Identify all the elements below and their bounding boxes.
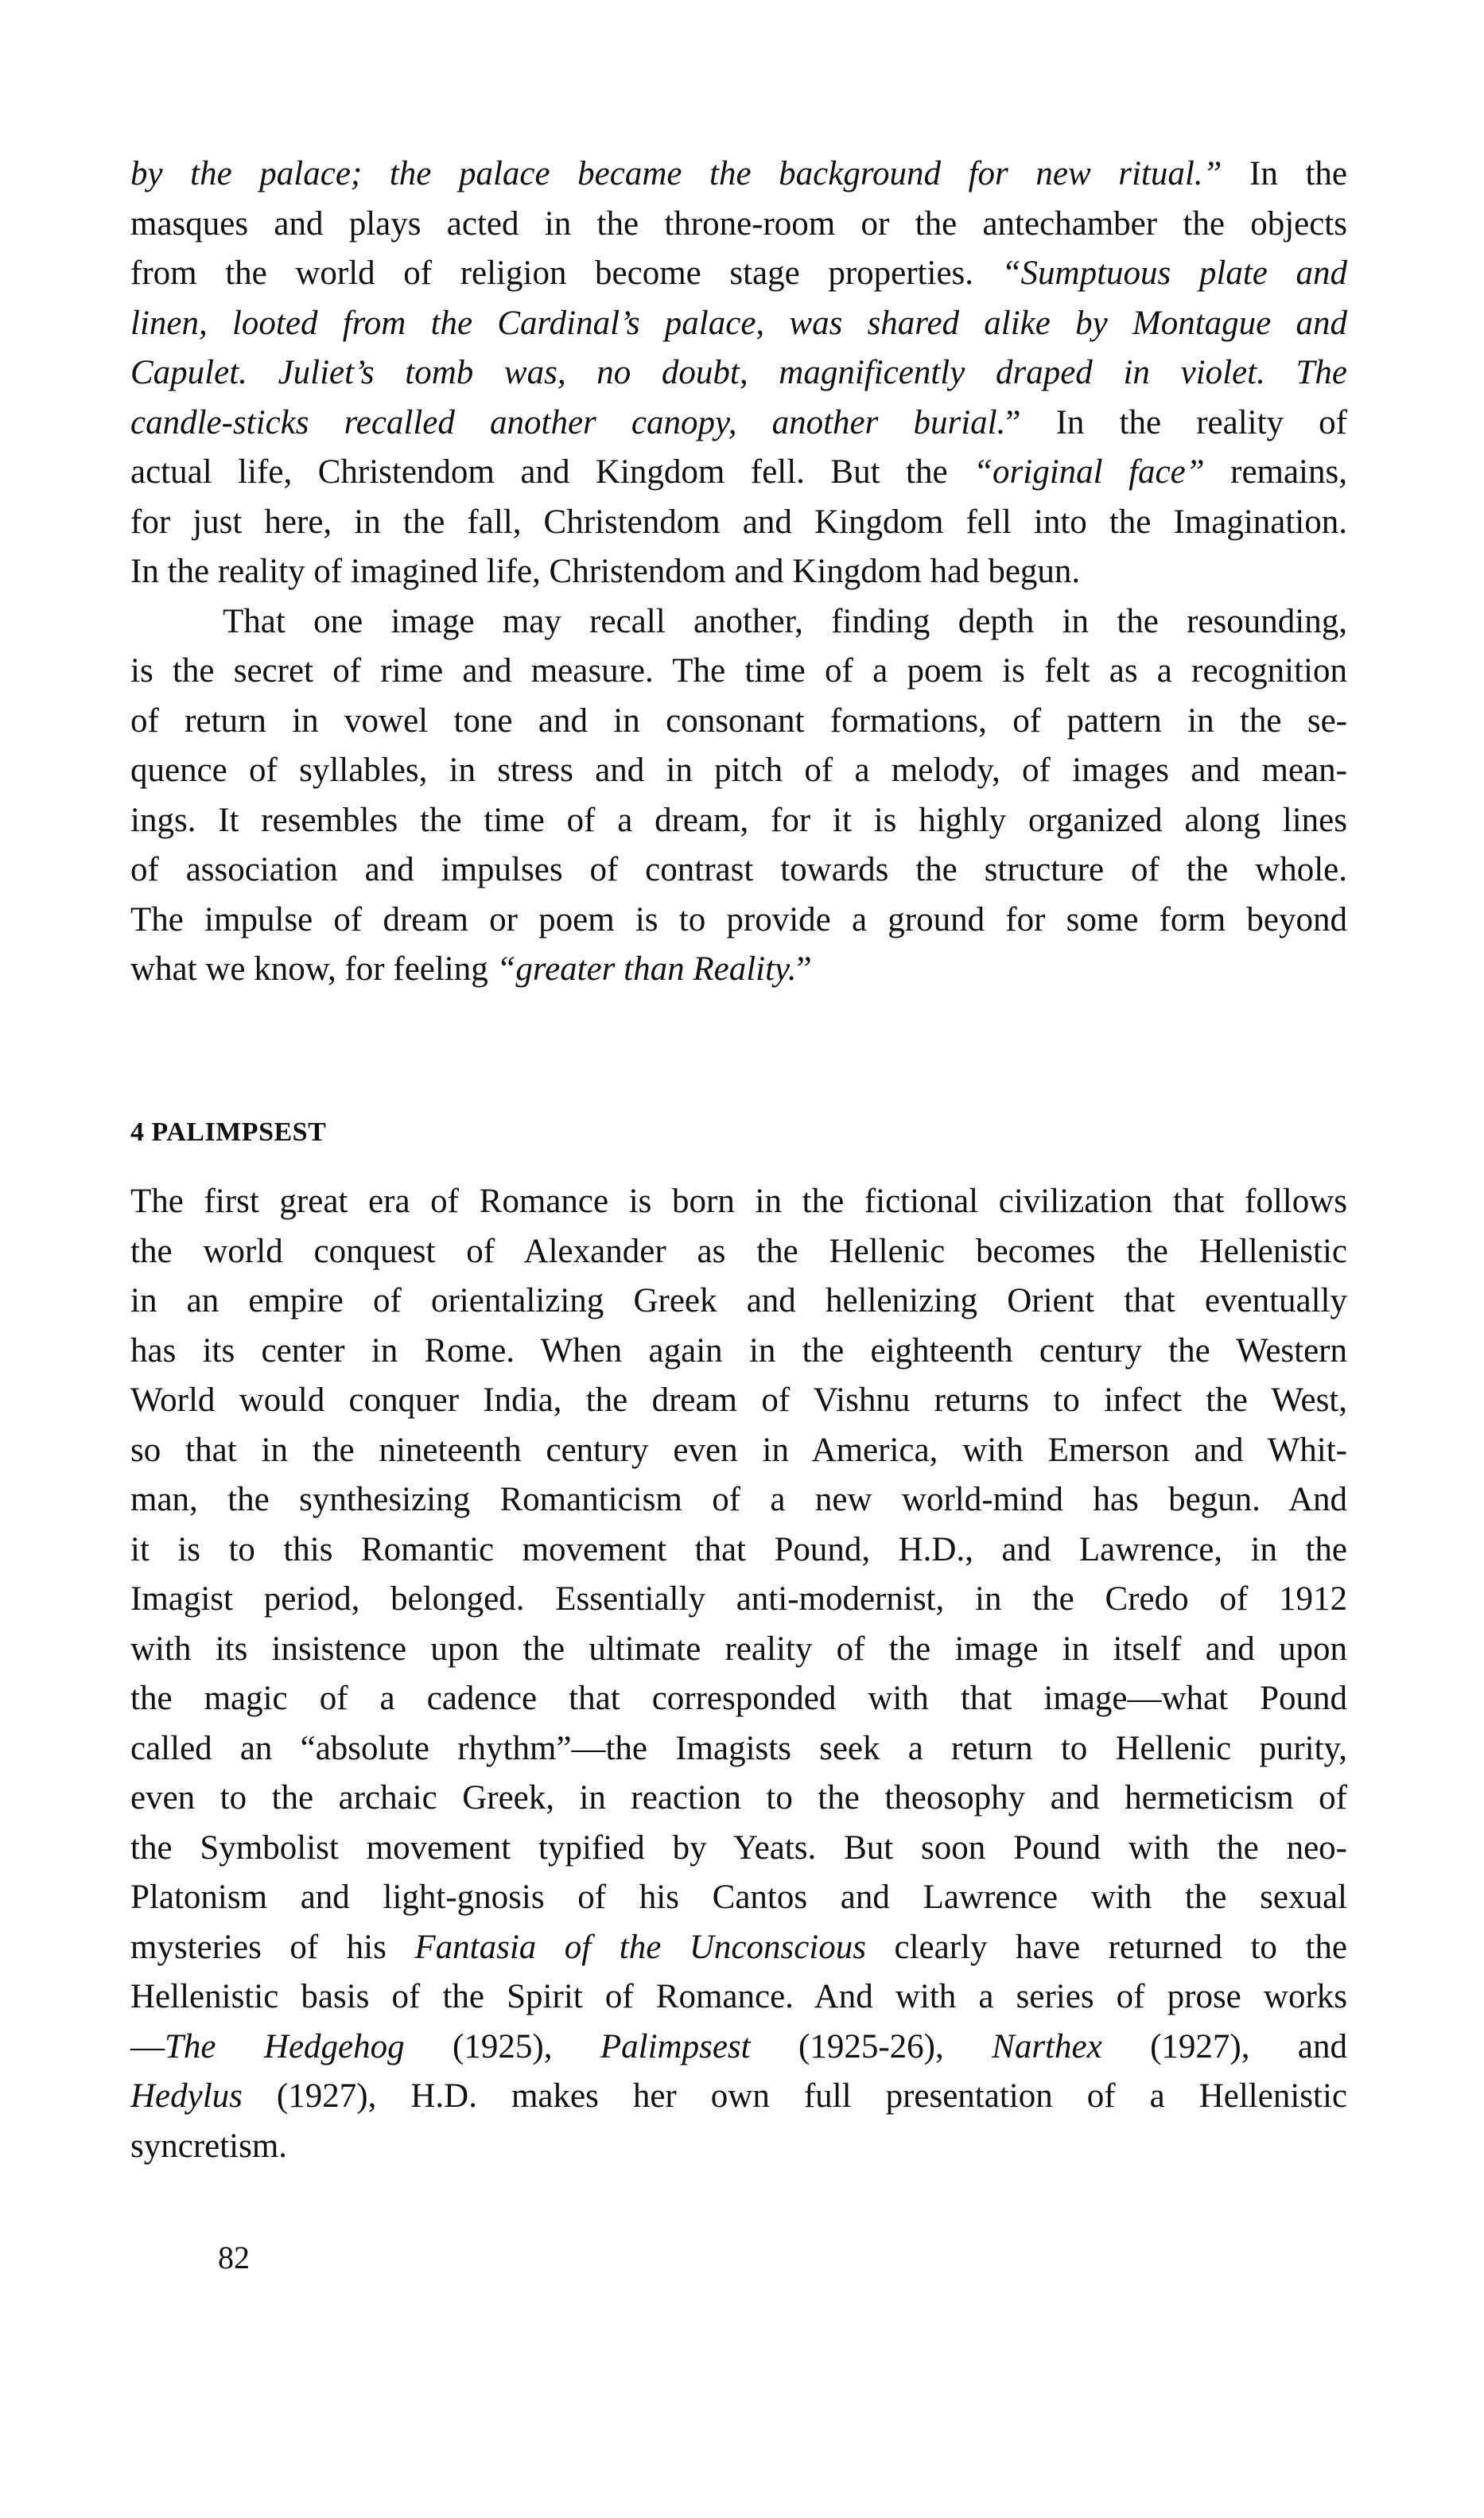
- text-span: has its center in Rome. When again in the eighteenth century the Western: [130, 1331, 1347, 1370]
- text-span: so that in the nineteenth century even in America, with Emerson and Whit-: [130, 1431, 1347, 1469]
- text-line: [130, 1575, 1347, 1625]
- text-line: [130, 200, 1347, 250]
- text-span: for just here, in the fall, Christendom and Kingdom fell into the Imagination.: [130, 503, 1347, 541]
- text-span: In the: [1222, 155, 1347, 192]
- text-span: from the world of religion become stage properties.: [130, 255, 1002, 292]
- text-span: is the secret of rime and measure. The time of a poem is felt as a recognition: [130, 652, 1347, 690]
- italic-text: Narthex: [992, 2027, 1102, 2065]
- italic-text: Hedylus: [130, 2077, 243, 2115]
- text-line: [130, 1774, 1347, 1824]
- text-line: [130, 1923, 1347, 1973]
- page-number: 82: [218, 2240, 250, 2275]
- text-line: [130, 2072, 1347, 2122]
- text-span: what we know, for feeling: [130, 950, 497, 988]
- section-heading: 4 PALIMPSEST: [130, 1117, 327, 1147]
- text-line: [130, 498, 1347, 548]
- section-palimpsest: [130, 1177, 1347, 2171]
- text-line: [130, 547, 1347, 597]
- paragraph-rime-and-measure: [130, 597, 1347, 995]
- italic-text: by the palace; the palace became the background for new ritual.”: [130, 155, 1222, 192]
- text-span: Hellenistic basis of the Spirit of Romance. And with a series of prose works: [130, 1978, 1347, 2015]
- italic-text: Fantasia of the Unconscious: [414, 1928, 866, 1966]
- text-span: the Symbolist movement typified by Yeats. But soon Pound with the neo-: [130, 1828, 1347, 1867]
- paragraph-romance: [130, 1177, 1347, 2171]
- text-line: [130, 1873, 1347, 1923]
- text-line: [130, 249, 1347, 299]
- text-span: The impulse of dream or poem is to provide a ground for some form beyond: [130, 900, 1347, 938]
- text-span: (1927), H.D. makes her own full presentation of a Hellenistic: [242, 2077, 1347, 2115]
- italic-text: Palimpsest: [600, 2027, 751, 2065]
- text-span: it is to this Romantic movement that Pound, H.D., and Lawrence, in the: [130, 1530, 1347, 1568]
- text-span: Imagist period, belonged. Essentially anti-modernist, in the Credo of 1912: [130, 1580, 1347, 1618]
- text-span: actual life, Christendom and Kingdom fell. But the: [130, 453, 974, 491]
- text-line: [130, 1674, 1347, 1724]
- text-line: [130, 647, 1347, 697]
- text-span: Platonism and light-gnosis of his Cantos and Lawrence with the sexual: [130, 1879, 1347, 1916]
- text-span: with its insistence upon the ultimate reality of the image in itself and upon: [130, 1630, 1347, 1668]
- italic-text: “greater than Reality.: [496, 950, 797, 988]
- italic-text: “Sumptuous plate and: [1001, 255, 1347, 292]
- text-span: ings. It resembles the time of a dream, for it is highly organized along lines: [130, 801, 1347, 839]
- text-line: [130, 746, 1347, 796]
- text-line: [130, 1475, 1347, 1525]
- text-line: [130, 1376, 1347, 1426]
- text-line: [130, 1824, 1347, 1874]
- text-span: remains,: [1204, 453, 1347, 491]
- text-line: [130, 1625, 1347, 1675]
- text-line: [130, 697, 1347, 747]
- text-span: In the reality of imagined life, Christendom and Kingdom had begun.: [130, 553, 1081, 590]
- text-span: (1927), and: [1101, 2027, 1347, 2065]
- paragraph-top: [130, 150, 1347, 995]
- text-span: in an empire of orientalizing Greek and hellenizing Orient that eventually: [130, 1282, 1347, 1319]
- text-line: [130, 1227, 1347, 1277]
- text-line: [130, 2023, 1347, 2073]
- text-span: man, the synthesizing Romanticism of a new world-mind has begun. And: [130, 1481, 1347, 1518]
- italic-text: “original face”: [973, 453, 1205, 491]
- text-span: quence of syllables, in stress and in pitch of a melody, of images and mean-: [130, 752, 1347, 789]
- text-span: —: [130, 2027, 165, 2065]
- text-line: [130, 796, 1347, 846]
- text-line: [130, 398, 1347, 449]
- italic-text: candle-sticks recalled another canopy, another burial.: [130, 403, 1006, 441]
- text-span: (1925-26),: [750, 2027, 993, 2065]
- text-line: [130, 348, 1347, 398]
- text-line: [130, 1327, 1347, 1377]
- text-span: The first great era of Romance is born in the fictional civilization that follows: [130, 1183, 1347, 1220]
- text-span: the world conquest of Alexander as the Hellenic becomes the Hellenistic: [130, 1232, 1347, 1270]
- text-line: [130, 150, 1347, 200]
- text-line: [130, 1724, 1347, 1774]
- text-line: [130, 1276, 1347, 1327]
- text-span: syncretism.: [130, 2127, 288, 2165]
- text-span: called an “absolute rhythm”—the Imagists seek a return to Hellenic purity,: [130, 1729, 1347, 1767]
- text-line: [130, 896, 1347, 946]
- text-line: [130, 299, 1347, 349]
- text-span: mysteries of his: [130, 1928, 415, 1966]
- text-span: ” In the reality of: [1005, 403, 1347, 441]
- italic-text: Capulet. Juliet’s tomb was, no doubt, magnificently draped in violet. The: [130, 354, 1347, 391]
- text-span: World would conquer India, the dream of Vishnu returns to infect the West,: [130, 1381, 1347, 1419]
- text-line: [130, 448, 1347, 498]
- text-span: masques and plays acted in the throne-room or the antechamber the objects: [130, 204, 1347, 243]
- text-span: That one image may recall another, finding depth in the resounding,: [223, 602, 1347, 640]
- paragraph-ritual: [130, 150, 1347, 597]
- text-span: even to the archaic Greek, in reaction to the theosophy and hermeticism of: [130, 1779, 1347, 1817]
- text-line: [130, 1972, 1347, 2023]
- text-span: of return in vowel tone and in consonant formations, of pattern in the se-: [130, 701, 1347, 740]
- text-span: of association and impulses of contrast towards the structure of the whole.: [130, 851, 1347, 888]
- text-span: (1925),: [404, 2027, 600, 2065]
- text-span: ”: [796, 950, 812, 988]
- text-span: the magic of a cadence that corresponded with that image—what Pound: [130, 1680, 1347, 1717]
- text-line: [130, 1426, 1347, 1476]
- text-line: [130, 597, 1347, 647]
- text-line: [130, 945, 1347, 995]
- text-line: [130, 1177, 1347, 1227]
- text-line: [130, 1525, 1347, 1576]
- text-line: [130, 845, 1347, 896]
- italic-text: linen, looted from the Cardinal’s palace, was shared alike by Montague and: [130, 304, 1347, 342]
- italic-text: The Hedgehog: [165, 2027, 405, 2065]
- text-line: [130, 2122, 1347, 2172]
- text-span: clearly have returned to the: [865, 1928, 1347, 1966]
